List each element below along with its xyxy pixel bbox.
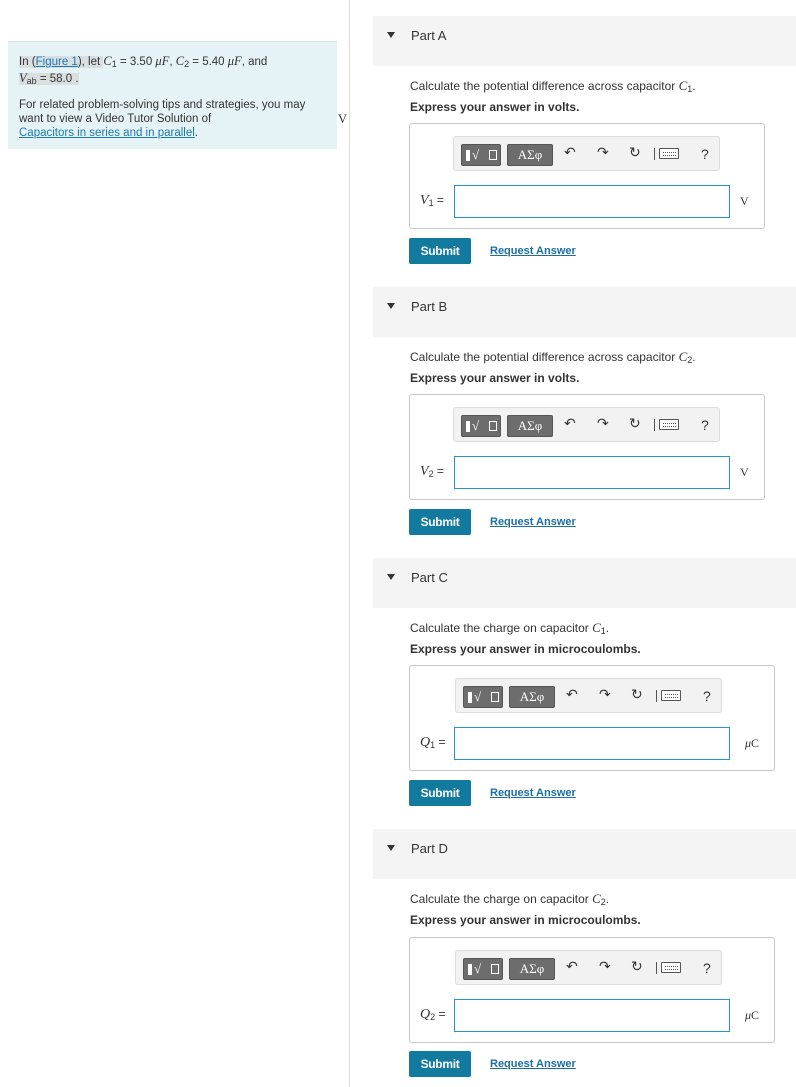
vab-sub: ab xyxy=(26,76,37,86)
part-b-request-answer-link[interactable]: Request Answer xyxy=(490,516,576,528)
tips-body: For related problem-solving tips and strategies, you may want to view a Video Tutor Solution of xyxy=(19,99,306,125)
c1-var: C xyxy=(103,54,112,68)
part-a-unit: V xyxy=(740,194,749,208)
symbols-button[interactable]: ΑΣφ xyxy=(509,958,555,980)
templates-button[interactable]: √ xyxy=(461,144,501,166)
part-b-submit-button[interactable]: Submit xyxy=(409,509,471,535)
problem-intro-panel xyxy=(8,41,348,149)
part-a-submit-button[interactable]: Submit xyxy=(409,238,471,264)
part-b-header[interactable] xyxy=(373,287,796,337)
collapse-triangle-icon[interactable] xyxy=(373,829,399,879)
c1-sub: 1 xyxy=(111,59,117,69)
part-b-express: Express your answer in volts. xyxy=(410,371,580,385)
help-button[interactable]: ? xyxy=(701,417,709,433)
help-button[interactable]: ? xyxy=(701,146,709,162)
reset-icon[interactable]: ↻ xyxy=(629,416,641,432)
part-a-var-label: $V_1$ = xyxy=(420,193,444,208)
redo-icon[interactable]: ↷ xyxy=(597,416,609,432)
math-toolbar xyxy=(455,678,722,713)
help-button[interactable]: ? xyxy=(703,688,711,704)
part-d xyxy=(373,829,796,1071)
redo-icon[interactable]: ↷ xyxy=(597,145,609,161)
intro-let: ), let xyxy=(77,56,104,68)
part-a-title: Part A xyxy=(411,28,447,43)
collapse-triangle-icon[interactable] xyxy=(373,287,399,337)
c2-value: = 5.40 xyxy=(189,56,228,68)
part-c-answer-input[interactable] xyxy=(454,727,730,760)
part-b-question: Calculate the potential difference across capacitor $C_2$. xyxy=(410,349,696,365)
part-c-header[interactable] xyxy=(373,558,796,608)
reset-icon[interactable]: ↻ xyxy=(631,687,643,703)
figure-link[interactable]: Figure 1 xyxy=(35,56,78,68)
video-tutor-link[interactable]: Capacitors in series and in parallel xyxy=(19,127,195,139)
part-d-var-label: $Q_2$ = xyxy=(420,1007,446,1022)
vab-unit: V xyxy=(338,112,348,126)
tips-end: . xyxy=(194,127,198,139)
templates-button[interactable]: √ xyxy=(461,415,501,437)
part-b-unit: V xyxy=(740,465,749,479)
part-d-request-answer-link[interactable]: Request Answer xyxy=(490,1058,576,1070)
part-a xyxy=(373,16,796,258)
intro-end: . xyxy=(75,73,79,85)
collapse-triangle-icon[interactable] xyxy=(373,558,399,608)
c2-unit: μF xyxy=(227,54,242,68)
part-a-express: Express your answer in volts. xyxy=(410,100,580,114)
keyboard-icon[interactable] xyxy=(659,148,679,159)
part-c-var-label: $Q_1$ = xyxy=(420,735,446,750)
part-a-question: Calculate the potential difference across capacitor $C_1$. xyxy=(410,78,696,94)
intro-sep1: , xyxy=(169,56,176,68)
part-d-answer-box xyxy=(409,937,775,1043)
symbols-button[interactable]: ΑΣφ xyxy=(507,415,553,437)
part-c-unit: μC xyxy=(745,736,760,750)
undo-icon[interactable]: ↶ xyxy=(564,145,576,161)
part-b-var-label: $V_2$ = xyxy=(420,464,444,479)
c1-value: = 3.50 xyxy=(116,56,156,68)
intro-prefix: In ( xyxy=(19,56,36,68)
part-d-title: Part D xyxy=(411,841,448,856)
help-button[interactable]: ? xyxy=(703,960,711,976)
part-b-title: Part B xyxy=(411,299,448,314)
c2-sub: 2 xyxy=(184,59,190,69)
part-c-question: Calculate the charge on capacitor $C_1$. xyxy=(410,620,610,636)
part-d-answer-input[interactable] xyxy=(454,999,730,1032)
math-toolbar xyxy=(453,136,720,171)
part-d-header[interactable] xyxy=(373,829,796,879)
reset-icon[interactable]: ↻ xyxy=(629,145,641,161)
part-a-answer-box xyxy=(409,123,765,229)
part-c-express: Express your answer in microcoulombs. xyxy=(410,642,641,656)
part-d-question: Calculate the charge on capacitor $C_2$. xyxy=(410,891,610,907)
undo-icon[interactable]: ↶ xyxy=(566,687,578,703)
part-b xyxy=(373,287,796,529)
redo-icon[interactable]: ↷ xyxy=(599,687,611,703)
templates-button[interactable]: √ xyxy=(463,958,503,980)
math-toolbar xyxy=(453,407,720,442)
reset-icon[interactable]: ↻ xyxy=(631,959,643,975)
vab-var: V xyxy=(19,71,27,85)
redo-icon[interactable]: ↷ xyxy=(599,959,611,975)
part-c-request-answer-link[interactable]: Request Answer xyxy=(490,787,576,799)
part-c-submit-button[interactable]: Submit xyxy=(409,780,471,806)
keyboard-icon[interactable] xyxy=(659,419,679,430)
c2-var: C xyxy=(175,54,185,68)
part-a-request-answer-link[interactable]: Request Answer xyxy=(490,245,576,257)
collapse-triangle-icon[interactable] xyxy=(373,16,399,66)
templates-button[interactable]: √ xyxy=(463,686,503,708)
tips-text xyxy=(19,98,326,140)
part-c-answer-box xyxy=(409,665,775,771)
part-b-answer-input[interactable] xyxy=(454,456,730,489)
part-d-express: Express your answer in microcoulombs. xyxy=(410,913,641,927)
part-c-title: Part C xyxy=(411,570,448,585)
intro-sep2: , and xyxy=(241,56,268,68)
vab-value: = 58.0 xyxy=(36,73,76,85)
undo-icon[interactable]: ↶ xyxy=(566,959,578,975)
part-d-submit-button[interactable]: Submit xyxy=(409,1051,471,1077)
part-d-unit: μC xyxy=(745,1008,760,1022)
symbols-button[interactable]: ΑΣφ xyxy=(507,144,553,166)
symbols-button[interactable]: ΑΣφ xyxy=(509,686,555,708)
part-c xyxy=(373,558,796,800)
c1-unit: μF xyxy=(155,54,170,68)
part-b-answer-box xyxy=(409,394,765,500)
column-divider xyxy=(349,0,350,1087)
part-a-header[interactable] xyxy=(373,16,796,66)
undo-icon[interactable]: ↶ xyxy=(564,416,576,432)
part-a-answer-input[interactable] xyxy=(454,185,730,218)
keyboard-icon[interactable] xyxy=(661,962,681,973)
math-toolbar xyxy=(455,950,722,985)
keyboard-icon[interactable] xyxy=(661,690,681,701)
